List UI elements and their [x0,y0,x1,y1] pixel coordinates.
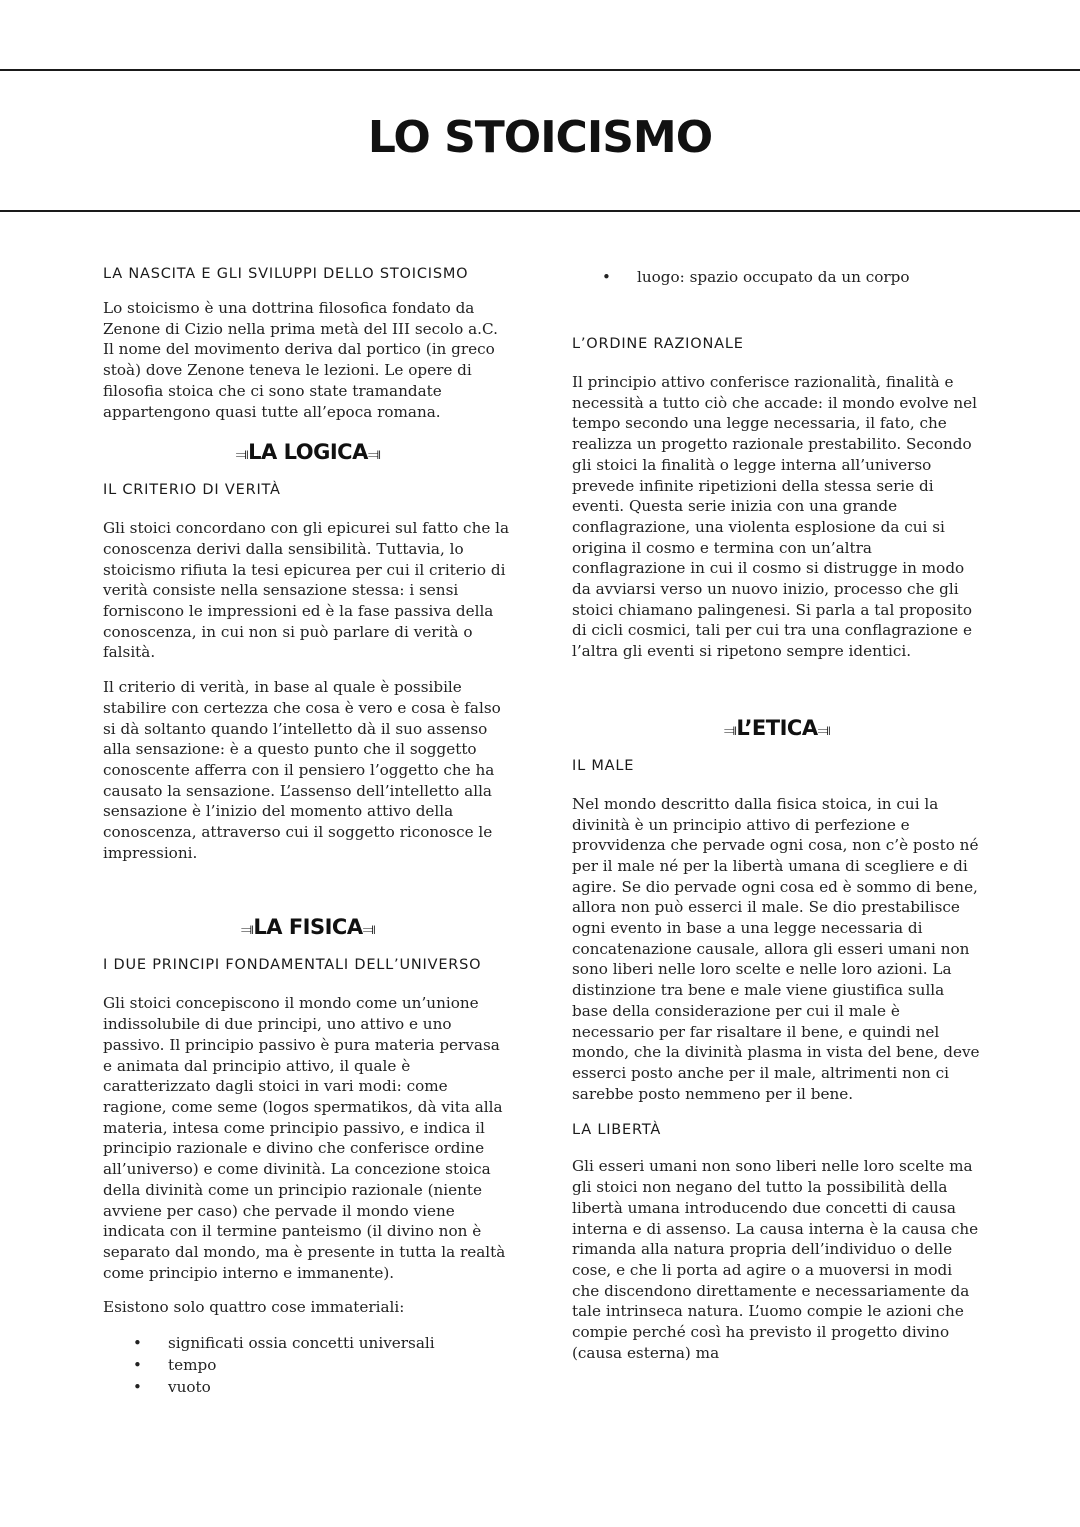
heading-principi: I DUE PRINCIPI FONDAMENTALI DELL’UNIVERSO [103,957,482,974]
immaterial-list [103,1332,513,1398]
section-label: LA LOGICA [248,440,368,465]
page-title: LO STOICISMO [367,112,713,163]
ornament-left-icon: ⫥ [240,920,254,939]
heading-ordine: L’ORDINE RAZIONALE [572,336,744,352]
section-title-fisica [103,915,513,939]
list-item: • significati ossia concetti universali [103,1332,513,1354]
heading-criterio: IL CRITERIO DI VERITÀ [103,482,281,499]
title-underline-rule [0,210,1080,212]
ornament-right-icon: ⫥ [367,445,381,464]
paragraph-ordine: Il principio attivo conferisce razionalità, finalità e necessità a tutto ciò che accade: il mondo evolve nel tempo secondo una legge necessaria, il fato, che realizza un progetto razionale prestabilito. Secondo gli stoici la finalità o legge interna all’universo prevede infinite ripetizioni della stessa serie di eventi. Questa serie inizia con una grande conflagrazione, una violenta esplosione da cui si origina il cosmo e termina con un’altra conflagrazione in cui il cosmo si distrugge in modo da avviarsi verso un nuovo inizio, processo che gli stoici chiamano palingenesi. Si parla a tal proposito di cicli cosmici, tali per cui tra una conflagrazione e l’altra gli eventi si ripetono sempre identici. [572,373,978,661]
section-label: L’ETICA [736,715,818,740]
paragraph-immateriali: Esistono solo quattro cose immateriali: [103,1298,405,1317]
section-title-etica [572,716,982,740]
heading-nascita: LA NASCITA E GLI SVILUPPI DELLO STOICISMO [103,266,469,282]
paragraph-nascita: Lo stoicismo è una dottrina filosofica fondato da Zenone di Cizio nella prima metà del III secolo a.C. Il nome del movimento deriva dal portico (in greco stoà) dove Zenone teneva le lezioni. Le opere di filosofia stoica che ci sono state tramandate appartengono quasi tutte all’epoca romana. [103,299,498,421]
ornament-right-icon: ⫥ [817,720,831,739]
ornament-left-icon: ⫥ [235,445,249,464]
paragraph-criterio-2: Il criterio di verità, in base al quale è possibile stabilire con certezza che cosa è vero e cosa è falso si dà soltanto quando l’intelletto dà il suo assenso alla sensazione: è a questo punto che il soggetto conoscente afferra con il pensiero l’oggetto che ha causato la sensazione. L’assenso dell’intelletto alla sensazione è l’inizio del momento attivo della conoscenza, attraverso cui il soggetto riconosce le impressioni. [103,678,501,862]
section-label: LA FISICA [253,915,363,940]
paragraph-male: Nel mondo descritto dalla fisica stoica, in cui la divinità è un principio attivo di perfezione e provvidenza che pervade ogni cosa, non c’è posto né per il male né per la libertà umana di scegliere e di agire. Se dio pervade ogni cosa ed è sommo di bene, allora non può esserci il male. Se dio prestabilisce ogni evento in base a una legge necessaria di concatenazione causale, allora gli esseri umani non sono liberi nelle loro scelte e nelle loro azioni. La distinzione tra bene e male viene giustifica sulla base della considerazione per cui il male è necessario per far risaltare il bene, e quindi nel mondo, che la divinità plasma in vista del bene, deve esserci posto anche per il male, altrimenti non ci sarebbe posto nemmeno per il bene. [572,794,980,1103]
list-item: • luogo: spazio occupato da un corpo [572,266,982,288]
section-title-logica [103,440,513,464]
immaterial-list-continued [572,266,982,288]
paragraph-principi: Gli stoici concepiscono il mondo come un’unione indissolubile di due principi, uno attivo e uno passivo. Il principio passivo è pura materia pervasa e animata dal principio attivo, il quale è caratterizzato dagli stoici in vari modi: come ragione, come seme (logos spermatikos, dà vita alla materia, intesa come principio passivo, e indica il principio razionale e divino che conferisce ordine all’universo) e come divinità. La concezione stoica della divinità come un principio razionale (niente avviene per caso) che pervade il mondo viene indicata con il termine panteismo (il divino non è separato dal mondo, ma è presente in tutta la realtà come principio interno e immanente). [103,994,506,1282]
ornament-right-icon: ⫥ [362,920,376,939]
paragraph-liberta: Gli esseri umani non sono liberi nelle loro scelte ma gli stoici non negano del tutto la possibilità della libertà umana introducendo due concetti di causa interna e di assenso. La causa interna è la causa che rimanda alla natura propria dell’individuo o delle cose, e che li porta ad agire o a muoversi in modi che discendono direttamente e necessariamente da tale intrinseca natura. L’uomo compie le azioni che compie perché così ha previsto il progetto divino (causa esterna) ma [572,1157,979,1362]
top-rule [0,69,1080,71]
heading-male: IL MALE [572,757,635,774]
list-item: • vuoto [103,1376,513,1398]
list-item: • tempo [103,1354,513,1376]
left-column [103,266,513,1398]
heading-liberta: LA LIBERTÀ [572,1122,662,1139]
right-column [572,266,982,1363]
ornament-left-icon: ⫥ [723,720,737,739]
paragraph-criterio-1: Gli stoici concordano con gli epicurei sul fatto che la conoscenza derivi dalla sensibilità. Tuttavia, lo stoicismo rifiuta la tesi epicurea per cui il criterio di verità consiste nella sensazione stessa: i sensi forniscono le impressioni ed è la fase passiva della conoscenza, in cui non si può parlare di verità o falsità. [103,519,510,662]
